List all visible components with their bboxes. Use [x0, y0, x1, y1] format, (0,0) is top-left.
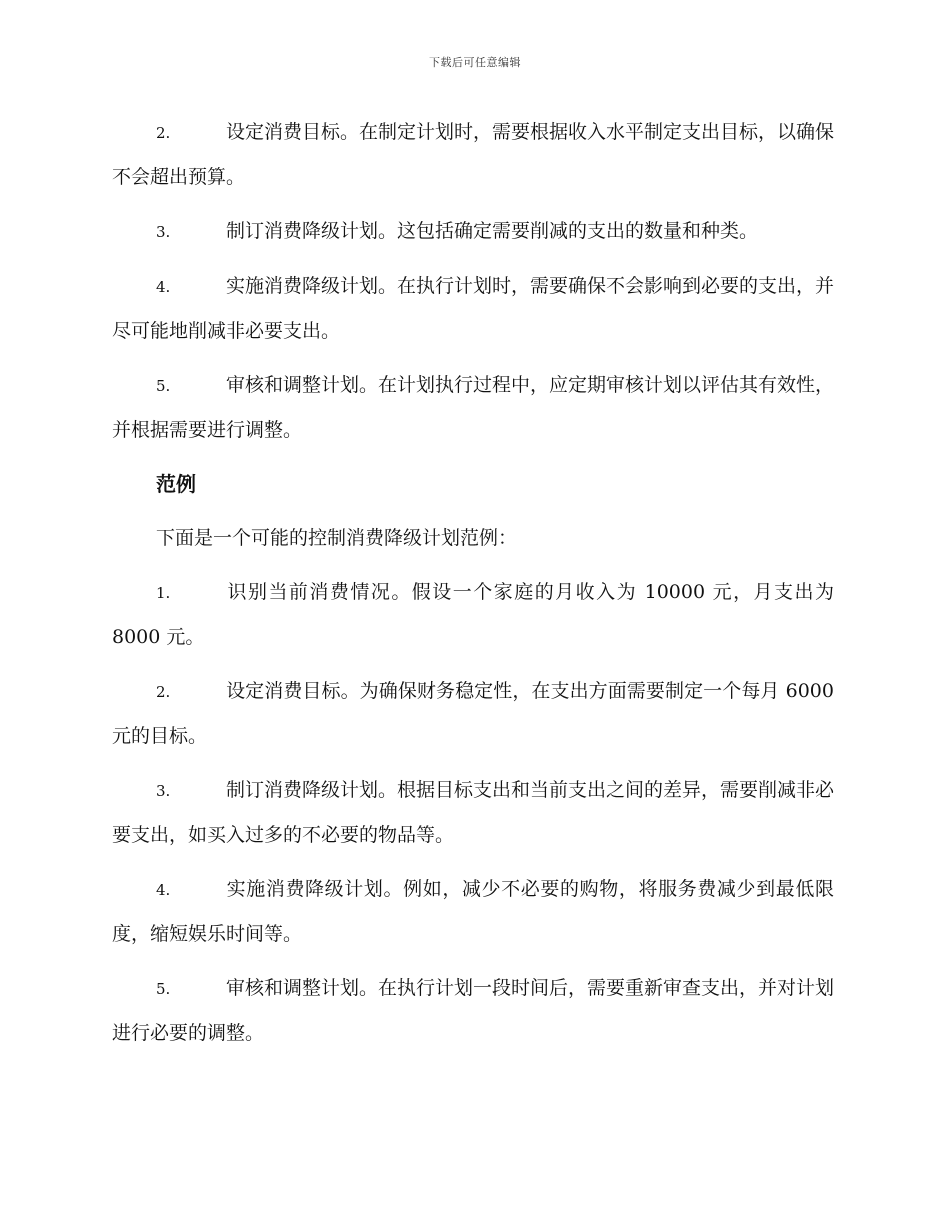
page-header: 下载后可任意编辑 [429, 56, 521, 69]
list-item [112, 110, 834, 199]
list-text: 识别当前消费情况。假设一个家庭的月收入为 10000 元，月支出为 8000 元。 [112, 581, 834, 648]
list-item [112, 209, 834, 254]
list-text: 设定消费目标。在制定计划时，需要根据收入水平制定支出目标，以确保不会超出预算。 [112, 121, 835, 188]
list-item [112, 966, 834, 1055]
list-text: 制订消费降级计划。根据目标支出和当前支出之间的差异，需要削减非必要支出，如买入过多的不必要的物品等。 [112, 779, 835, 846]
list-number: 2. [156, 683, 171, 701]
section-heading: 范例 [156, 472, 196, 496]
list-item [112, 570, 834, 659]
list-text: 实施消费降级计划。例如，减少不必要的购物，将服务费减少到最低限度，缩短娱乐时间等。 [112, 878, 834, 945]
list-number: 3. [156, 782, 171, 800]
list-item [112, 363, 834, 452]
list-text: 审核和调整计划。在执行计划一段时间后，需要重新审查支出，并对计划进行必要的调整。 [112, 977, 835, 1044]
section-intro: 下面是一个可能的控制消费降级计划范例： [156, 527, 518, 549]
list-item [112, 264, 834, 353]
list-text: 实施消费降级计划。在执行计划时，需要确保不会影响到必要的支出，并尽可能地削减非必要支出。 [112, 275, 835, 342]
list-number: 5. [156, 980, 171, 998]
list-text: 设定消费目标。为确保财务稳定性，在支出方面需要制定一个每月 6000 元的目标。 [112, 680, 834, 747]
list-item [112, 867, 834, 956]
list-number: 5. [156, 377, 171, 395]
list-text: 制订消费降级计划。这包括确定需要削减的支出的数量和种类。 [226, 220, 759, 242]
list-number: 4. [156, 278, 171, 296]
list-item [112, 669, 834, 758]
list-number: 1. [156, 584, 171, 602]
document-body [112, 110, 834, 1065]
list-number: 4. [156, 881, 171, 899]
list-item [112, 768, 834, 857]
list-number: 2. [156, 124, 171, 142]
list-number: 3. [156, 223, 171, 241]
list-text: 审核和调整计划。在计划执行过程中，应定期审核计划以评估其有效性，并根据需要进行调整。 [112, 374, 835, 441]
